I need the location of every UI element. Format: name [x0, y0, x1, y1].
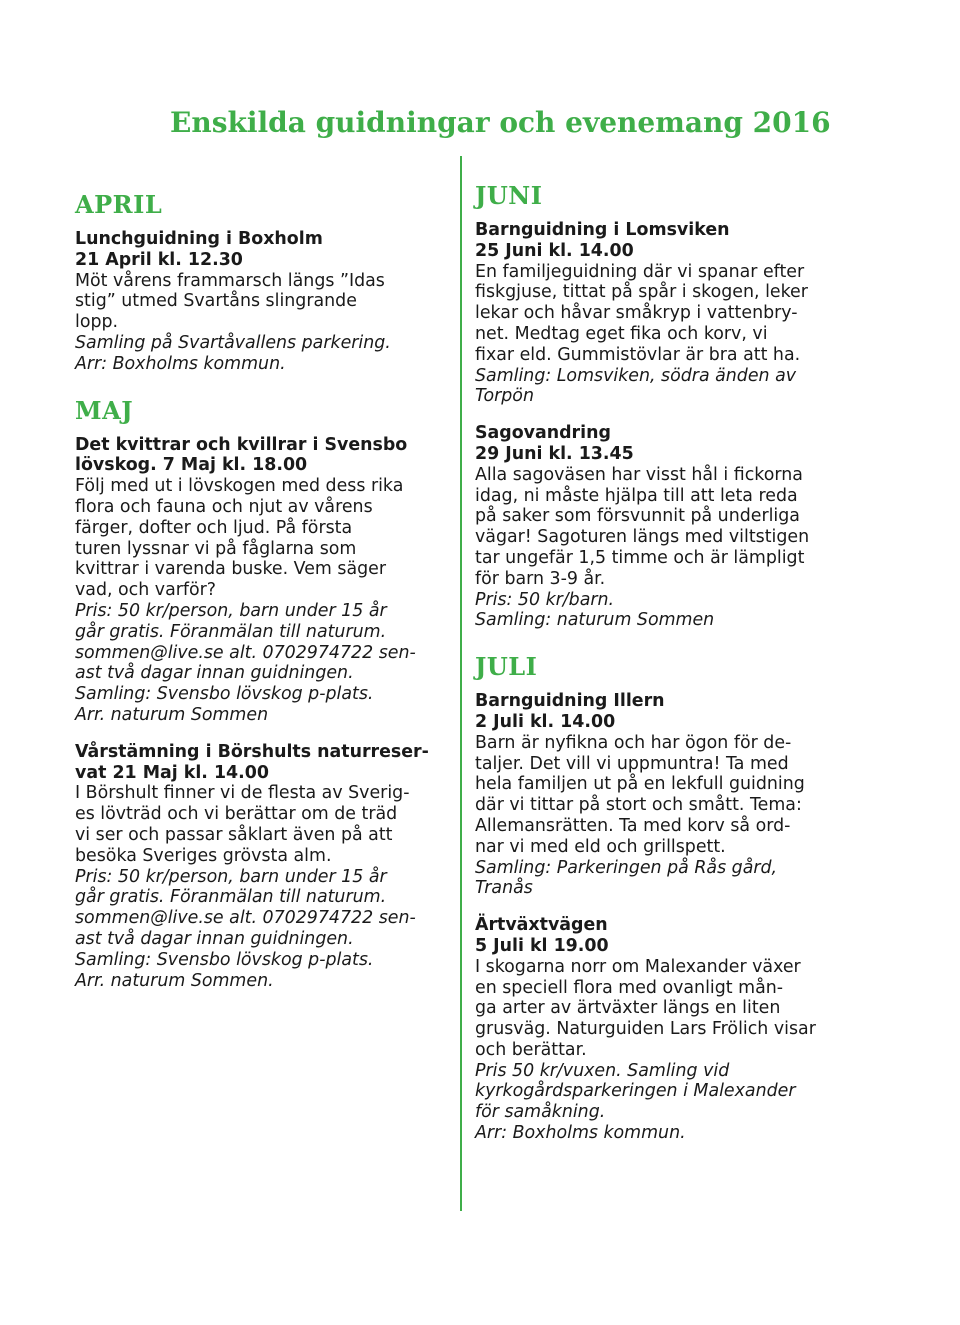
- event-text-line: net. Medtag eget fika och korv, vi: [475, 323, 768, 344]
- event-text-line: vad, och varför?: [75, 580, 217, 601]
- event-title: lövskog. 7 Maj kl. 18.00: [75, 455, 308, 476]
- event-text-line: grusväg. Naturguiden Lars Frölich visar: [475, 1019, 816, 1040]
- event-meeting-point: Samling: Svensbo lövskog p-plats.: [75, 684, 374, 705]
- event-price: går gratis. Föranmälan till naturum.: [75, 621, 387, 642]
- event-organizer: Arr. naturum Sommen: [75, 704, 269, 725]
- event-meeting-point: Torpön: [475, 386, 534, 407]
- event-title: Det kvittrar och kvillrar i Svensbo: [75, 434, 408, 455]
- event-organizer: Arr: Boxholms kommun.: [75, 353, 286, 374]
- event-text-line: Alla sagoväsen har visst hål i fickorna: [475, 464, 803, 485]
- event-text-line: Allemansrätten. Ta med korv så ord-: [475, 815, 791, 836]
- event-text-line: färger, dofter och ljud. På första: [75, 517, 353, 538]
- event-meeting-point: Samling: Parkeringen på Rås gård,: [475, 857, 778, 878]
- event-text-line: fixar eld. Gummistövlar är bra att ha.: [475, 344, 801, 365]
- event-text-line: Följ med ut i lövskogen med dess rika: [75, 476, 404, 497]
- event-meeting-point: Samling: naturum Sommen: [475, 610, 715, 631]
- month-heading-april: APRIL: [75, 190, 163, 219]
- event-text-line: taljer. Det vill vi uppmuntra! Ta med: [475, 753, 789, 774]
- section-maj: [75, 395, 453, 992]
- event-organizer: Arr: Boxholms kommun.: [475, 1123, 686, 1144]
- event-meeting-point: kyrkogårdsparkeringen i Malexander: [475, 1081, 796, 1102]
- event-text-line: för barn 3-9 år.: [475, 568, 606, 589]
- event-text-line: på saker som försvunnit på underliga: [475, 506, 800, 527]
- event-title: Lunchguidning i Boxholm: [75, 229, 323, 249]
- event-meeting-point: Samling på Svartåvallens parkering.: [75, 332, 391, 353]
- event-contact: ast två dagar innan guidningen.: [75, 663, 354, 684]
- event-date: 29 Juni kl. 13.45: [475, 443, 634, 464]
- event-title: Sagovandring: [475, 423, 611, 444]
- event-title: Barnguidning i Lomsviken: [475, 220, 730, 240]
- event-contact: sommen@live.se alt. 0702974722 sen-: [75, 908, 416, 929]
- event-text-line: Barn är nyfikna och har ögon för de-: [475, 732, 792, 753]
- event-contact: sommen@live.se alt. 0702974722 sen-: [75, 642, 416, 663]
- event-text-line: ga arter av ärtväxter längs en liten: [475, 998, 781, 1019]
- section-april: [75, 189, 453, 375]
- month-heading-juli: JULI: [475, 652, 538, 682]
- event-text-line: fiskgjuse, tittat på spår i skogen, leker: [475, 282, 808, 303]
- event-text-line: Möt vårens frammarsch längs ”Idas: [75, 270, 385, 291]
- event-title: Vårstämning i Börshults naturreser-: [75, 741, 429, 762]
- event-date: 2 Juli kl. 14.00: [475, 711, 616, 732]
- event-text-line: lopp.: [75, 312, 119, 333]
- event-title: vat 21 Maj kl. 14.00: [75, 762, 269, 783]
- event-text-line: I skogarna norr om Malexander växer: [475, 956, 801, 977]
- event-text-line: där vi tittar på stort och smått. Tema:: [475, 795, 802, 816]
- event-text-line: turen lyssnar vi på fåglarna som: [75, 538, 357, 559]
- event-meeting-point: för samåkning.: [475, 1102, 606, 1123]
- month-heading-juni: JUNI: [475, 181, 543, 210]
- event-price: Pris: 50 kr/barn.: [475, 589, 615, 610]
- section-juni: [475, 180, 853, 631]
- section-juli: [475, 651, 853, 1144]
- event-text-line: tar ungefär 1,5 timme och är lämpligt: [475, 547, 805, 568]
- event-text-line: vi ser och passar såklart även på att: [75, 824, 393, 845]
- column-divider: [460, 156, 462, 1211]
- event-price: Pris: 50 kr/person, barn under 15 år: [75, 600, 387, 621]
- event-text-line: lekar och håvar småkryp i vattenbry-: [475, 303, 798, 324]
- event-text-line: I Börshult finner vi de flesta av Sverig-: [75, 783, 410, 804]
- event-text-line: kvittrar i varenda buske. Vem säger: [75, 559, 386, 580]
- page-title: Enskilda guidningar och evenemang 2016: [170, 106, 831, 139]
- event-title: Ärtväxtvägen: [475, 915, 608, 936]
- event-text-line: idag, ni måste hjälpa till att leta reda: [475, 485, 798, 506]
- event-text-line: besöka Sveriges grövsta alm.: [75, 845, 332, 866]
- event-meeting-point: Samling: Svensbo lövskog p-plats.: [75, 949, 374, 970]
- event-text-line: flora och fauna och njut av vårens: [75, 496, 373, 517]
- event-price: Pris 50 kr/vuxen. Samling vid: [475, 1060, 730, 1081]
- event-price: Pris: 50 kr/person, barn under 15 år: [75, 866, 387, 887]
- event-text-line: En familjeguidning där vi spanar efter: [475, 261, 805, 282]
- left-column: [75, 189, 453, 991]
- event-meeting-point: Tranås: [475, 878, 533, 899]
- event-meeting-point: Samling: Lomsviken, södra änden av: [475, 365, 797, 386]
- event-date: 21 April kl. 12.30: [75, 249, 243, 270]
- event-text-line: en speciell flora med ovanligt mån-: [475, 977, 784, 998]
- right-column: [475, 180, 853, 1144]
- event-text-line: nar vi med eld och grillspett.: [475, 836, 726, 857]
- event-text-line: hela familjen ut på en lekfull guidning: [475, 774, 805, 795]
- event-text-line: es lövträd och vi berättar om de träd: [75, 804, 398, 825]
- event-date: 25 Juni kl. 14.00: [475, 240, 634, 261]
- month-heading-maj: MAJ: [75, 395, 134, 425]
- event-text-line: stig” utmed Svartåns slingrande: [75, 291, 357, 312]
- event-text-line: och berättar.: [475, 1039, 587, 1060]
- event-price: går gratis. Föranmälan till naturum.: [75, 887, 387, 908]
- event-date: 5 Juli kl 19.00: [475, 935, 609, 956]
- event-organizer: Arr. naturum Sommen.: [75, 970, 274, 991]
- event-text-line: vägar! Sagoturen längs med viltstigen: [475, 527, 810, 548]
- event-contact: ast två dagar innan guidningen.: [75, 928, 354, 949]
- event-title: Barnguidning Illern: [475, 691, 665, 712]
